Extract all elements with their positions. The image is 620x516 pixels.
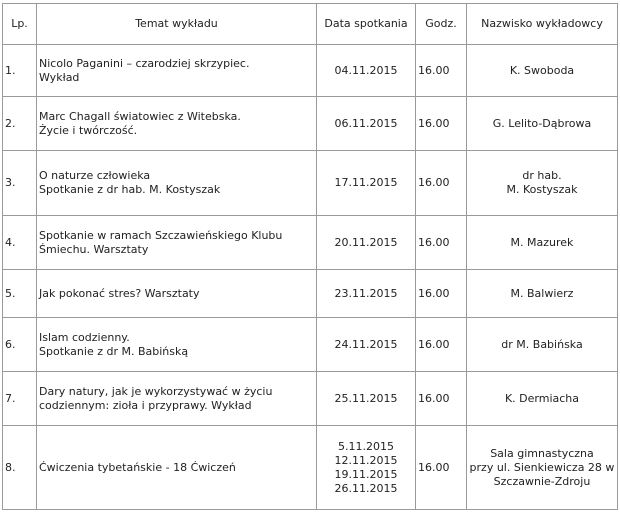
table-row bbox=[3, 270, 618, 318]
cell-lecturer bbox=[467, 151, 618, 216]
cell-lecturer-line: K. Swoboda bbox=[509, 63, 575, 77]
cell-hour: 16.00 bbox=[416, 372, 467, 426]
cell-date bbox=[317, 270, 416, 318]
cell-number: 7. bbox=[3, 372, 37, 426]
cell-number: 5. bbox=[3, 270, 37, 318]
cell-date bbox=[317, 151, 416, 216]
cell-date bbox=[317, 426, 416, 510]
cell-date-line: 12.11.2015 bbox=[334, 453, 398, 467]
cell-topic-line: Śmiechu. Warsztaty bbox=[39, 242, 149, 256]
cell-lecturer-line: Sala gimnastyczna bbox=[490, 446, 594, 460]
cell-date-line: 24.11.2015 bbox=[334, 337, 398, 351]
cell-topic bbox=[37, 97, 317, 151]
cell-topic-line: codziennym: zioła i przyprawy. Wykład bbox=[39, 398, 252, 412]
cell-topic-line: Życie i twórczość. bbox=[39, 123, 138, 137]
cell-date-line: 23.11.2015 bbox=[334, 286, 398, 300]
cell-date bbox=[317, 45, 416, 97]
cell-lecturer-line: K. Dermiacha bbox=[504, 391, 580, 405]
cell-hour: 16.00 bbox=[416, 318, 467, 372]
cell-date bbox=[317, 97, 416, 151]
cell-lecturer-line: Szczawnie-Zdroju bbox=[493, 474, 591, 488]
cell-date-line: 25.11.2015 bbox=[334, 391, 398, 405]
header-hour: Godz. bbox=[416, 4, 467, 45]
cell-date-line: 26.11.2015 bbox=[334, 481, 398, 495]
cell-lecturer-line: dr hab. bbox=[522, 169, 562, 182]
cell-topic bbox=[37, 216, 317, 270]
cell-topic bbox=[37, 426, 317, 510]
cell-number: 1. bbox=[3, 45, 37, 97]
header-date: Data spotkania bbox=[317, 4, 416, 45]
cell-topic-line: Nicolo Paganini – czarodziej skrzypiec. bbox=[39, 56, 250, 70]
table-row bbox=[3, 372, 618, 426]
table-row bbox=[3, 45, 618, 97]
cell-date-line: 19.11.2015 bbox=[334, 467, 398, 481]
cell-lecturer-line: M. Balwierz bbox=[510, 286, 574, 300]
cell-lecturer-line: M. Mazurek bbox=[510, 235, 574, 249]
cell-topic bbox=[37, 45, 317, 97]
cell-lecturer-line: przy ul. Sienkiewicza 28 w bbox=[469, 460, 615, 474]
cell-lecturer bbox=[467, 426, 618, 510]
header-num: Lp. bbox=[3, 4, 37, 45]
table-row bbox=[3, 216, 618, 270]
cell-topic-line: Ćwiczenia tybetańskie - 18 Ćwiczeń bbox=[39, 460, 236, 474]
cell-lecturer-line: M. Kostyszak bbox=[506, 183, 578, 196]
cell-topic-line: Wykład bbox=[39, 70, 80, 84]
cell-topic-line: Spotkanie z dr hab. M. Kostyszak bbox=[39, 183, 221, 196]
cell-topic bbox=[37, 318, 317, 372]
cell-date-line: 17.11.2015 bbox=[334, 176, 398, 189]
table-row bbox=[3, 318, 618, 372]
header-lecturer: Nazwisko wykładowcy bbox=[467, 4, 618, 45]
cell-date-line: 5.11.2015 bbox=[338, 439, 394, 453]
table-row bbox=[3, 97, 618, 151]
cell-number: 8. bbox=[3, 426, 37, 510]
cell-topic bbox=[37, 270, 317, 318]
cell-lecturer bbox=[467, 45, 618, 97]
cell-topic bbox=[37, 151, 317, 216]
cell-hour: 16.00 bbox=[416, 270, 467, 318]
cell-lecturer bbox=[467, 372, 618, 426]
cell-lecturer-line: dr M. Babińska bbox=[501, 337, 583, 351]
lecture-schedule bbox=[2, 3, 618, 510]
cell-hour: 16.00 bbox=[416, 151, 467, 216]
cell-hour: 16.00 bbox=[416, 97, 467, 151]
header-row bbox=[3, 4, 618, 45]
cell-lecturer bbox=[467, 97, 618, 151]
cell-date-line: 20.11.2015 bbox=[334, 235, 398, 249]
cell-hour: 16.00 bbox=[416, 45, 467, 97]
cell-number: 2. bbox=[3, 97, 37, 151]
cell-topic bbox=[37, 372, 317, 426]
table-row bbox=[3, 151, 618, 216]
cell-date bbox=[317, 216, 416, 270]
cell-lecturer bbox=[467, 216, 618, 270]
cell-lecturer-line: G. Lelito-Dąbrowa bbox=[492, 116, 592, 130]
cell-lecturer bbox=[467, 318, 618, 372]
table-row bbox=[3, 426, 618, 510]
cell-topic-line: Marc Chagall światowiec z Witebska. bbox=[39, 109, 241, 123]
cell-topic-line: Spotkanie w ramach Szczawieńskiego Klubu bbox=[39, 228, 283, 242]
table-body bbox=[3, 45, 618, 510]
cell-topic-line: Spotkanie z dr M. Babińską bbox=[39, 344, 189, 358]
cell-topic-line: Dary natury, jak je wykorzystywać w życiu bbox=[39, 384, 273, 398]
cell-hour: 16.00 bbox=[416, 426, 467, 510]
cell-number: 4. bbox=[3, 216, 37, 270]
cell-date bbox=[317, 372, 416, 426]
header-topic: Temat wykładu bbox=[37, 4, 317, 45]
cell-lecturer bbox=[467, 270, 618, 318]
cell-number: 6. bbox=[3, 318, 37, 372]
cell-date bbox=[317, 318, 416, 372]
cell-date-line: 04.11.2015 bbox=[334, 63, 398, 77]
cell-topic-line: O naturze człowieka bbox=[39, 169, 151, 182]
cell-topic-line: Islam codzienny. bbox=[39, 330, 130, 344]
lecture-table bbox=[2, 3, 618, 510]
cell-hour: 16.00 bbox=[416, 216, 467, 270]
cell-number: 3. bbox=[3, 151, 37, 216]
cell-topic-line: Jak pokonać stres? Warsztaty bbox=[39, 286, 200, 300]
cell-date-line: 06.11.2015 bbox=[334, 116, 398, 130]
